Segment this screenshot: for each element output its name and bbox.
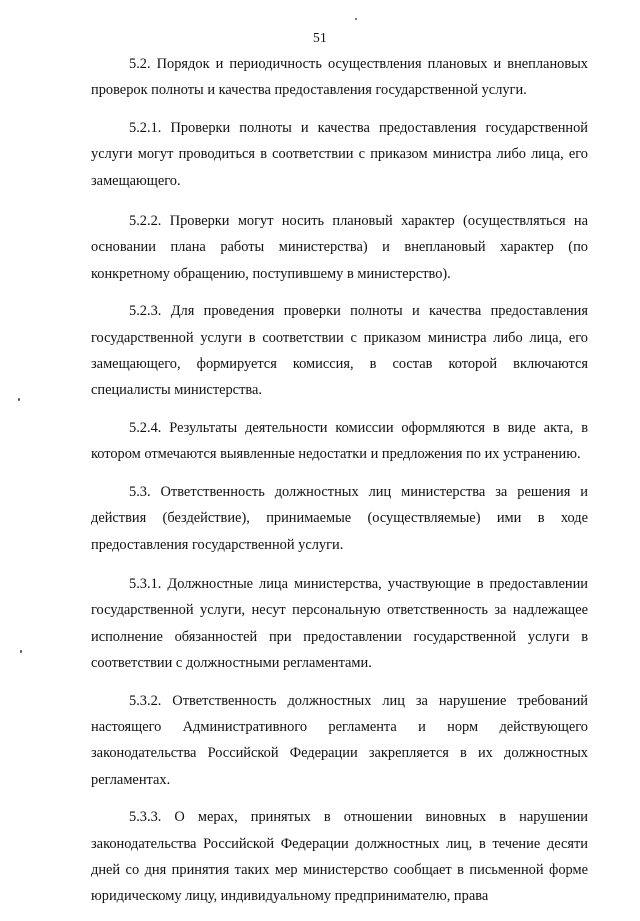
scan-speck	[20, 650, 22, 653]
paragraph-5-3: 5.3. Ответственность должностных лиц министерства за решения и действия (бездействие), принимаемые (осуществляемые) ими в ходе предоставления государственной услуги.	[91, 483, 588, 553]
paragraph-5-2-2: 5.2.2. Проверки могут носить плановый характер (осуществляться на основании плана работы министерства) и внеплановый характер (по конкретному обращению, поступившему в министерство).	[91, 213, 588, 282]
paragraph-5-3-3: 5.3.3. О мерах, принятых в отношении виновных в нарушении законодательства Российской Федерации должностных лиц, в течение десяти дней со дня принятия таких мер министерство сообщает в письменной форме юридическому лицу, индивидуальному предпринимателю, права	[91, 809, 588, 905]
scan-speck	[355, 18, 357, 20]
paragraph-5-2-4: 5.2.4. Результаты деятельности комиссии оформляются в виде акта, в котором отмечаются выявленные недостатки и предложения по их устранению.	[91, 419, 588, 463]
paragraph-5-3-1: 5.3.1. Должностные лица министерства, участвующие в предоставлении государственной услуги, несут персональную ответственность за надлежащее исполнение обязанностей при предоставлении государственной услуги в соответствии с должностными регламентами.	[91, 575, 588, 672]
scan-speck	[18, 398, 20, 401]
document-body	[91, 51, 588, 921]
page-number: 51	[313, 30, 327, 45]
paragraph-5-2-1: 5.2.1. Проверки полноты и качества предоставления государственной услуги могут проводиться в соответствии с приказом министра либо лица, его замещающего.	[91, 119, 588, 189]
paragraph-5-3-2: 5.3.2. Ответственность должностных лиц за нарушение требований настоящего Административного регламента и норм действующего законодательства Российской Федерации закрепляется в их должностных регламентах.	[91, 692, 588, 788]
paragraph-5-2-3: 5.2.3. Для проведения проверки полноты и качества предоставления государственной услуги в соответствии с приказом министра либо лица, его замещающего, формируется комиссия, в состав которой включаются специалисты министерства.	[91, 303, 588, 399]
paragraph-5-2: 5.2. Порядок и периодичность осуществления плановых и внеплановых проверок полноты и качества предоставления государственной услуги.	[91, 56, 588, 99]
